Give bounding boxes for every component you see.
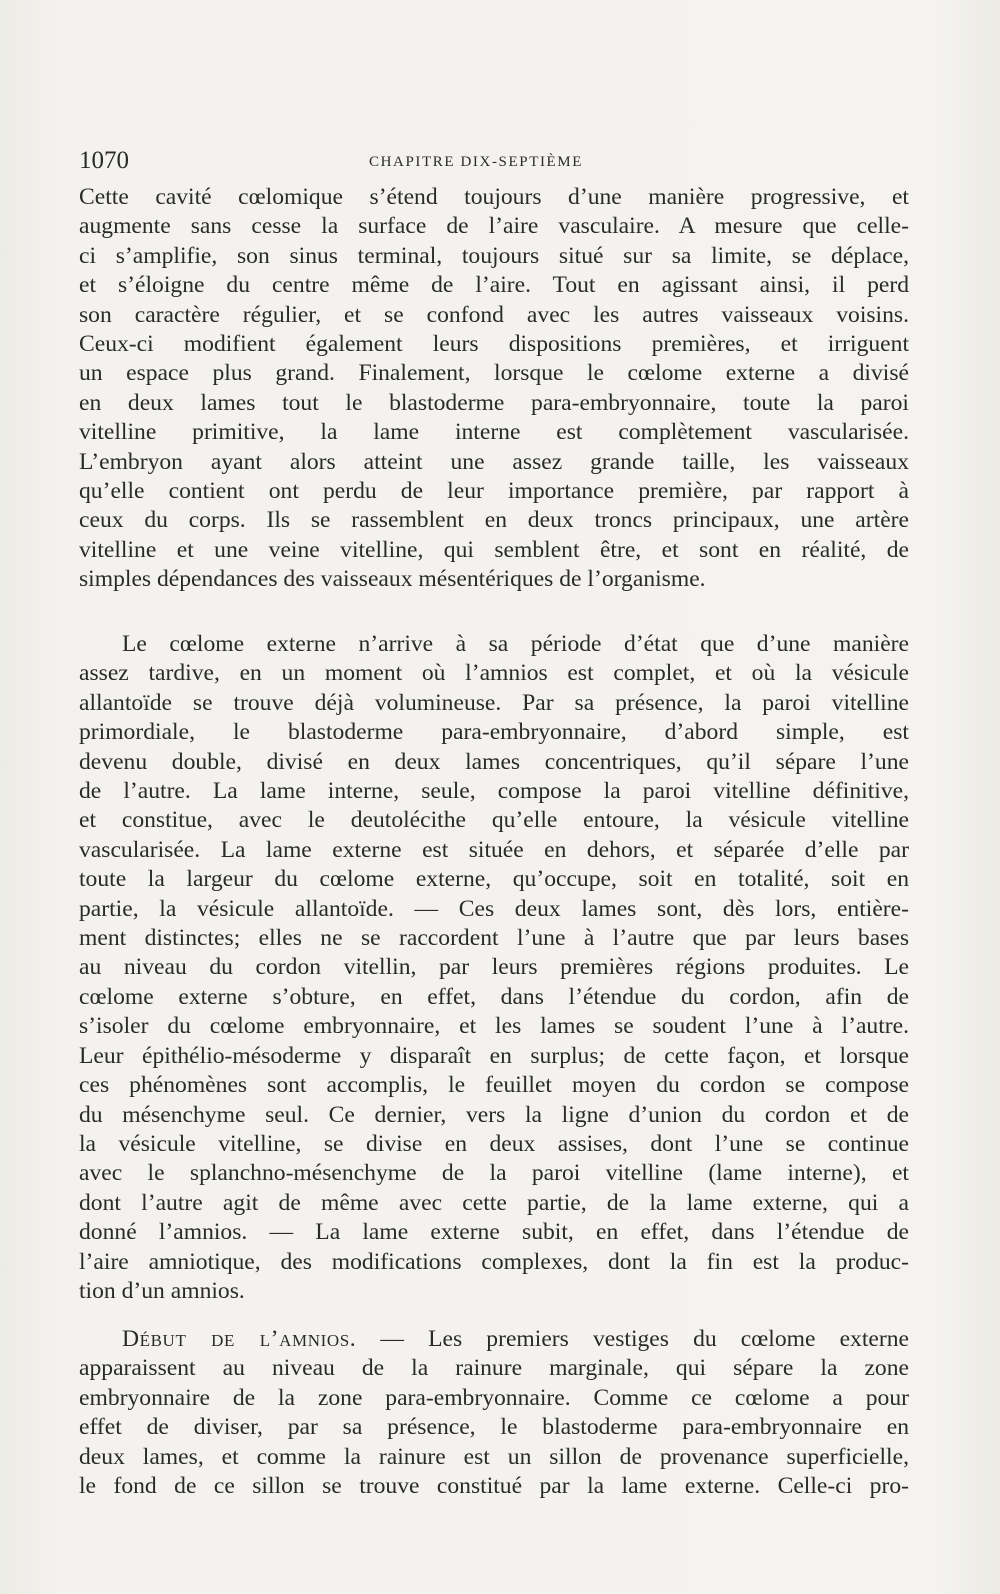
text-line: ci s’amplifie, son sinus terminal, toujours situé sur sa limite, se déplace, — [79, 242, 909, 269]
text-line: qu’elle contient ont perdu de leur importance première, par rapport à — [79, 478, 909, 505]
text-line: primordiale, le blastoderme para-embryonnaire, d’abord simple, est — [79, 719, 909, 746]
text-line: L’embryon ayant alors atteint une assez grande taille, les vaisseaux — [79, 448, 909, 475]
text-line: devenu double, divisé en deux lames concentriques, qu’il sépare l’une — [79, 748, 909, 775]
text-line: Ceux-ci modifient également leurs dispositions premières, et irriguent — [79, 331, 909, 358]
paragraph-1 — [79, 183, 909, 595]
text-line: vitelline primitive, la lame interne est complètement vascularisée. — [79, 419, 909, 446]
text-line: effet de diviser, par sa présence, le blastoderme para-embryonnaire en — [79, 1414, 909, 1441]
text-line: partie, la vésicule allantoïde. — Ces deux lames sont, dès lors, entière- — [79, 895, 909, 922]
text-line: ces phénomènes sont accomplis, le feuillet moyen du cordon se compose — [79, 1072, 909, 1099]
text-line: deux lames, et comme la rainure est un sillon de provenance superficielle, — [79, 1443, 909, 1470]
text-line: s’isoler du cœlome embryonnaire, et les lames se soudent l’une à l’autre. — [79, 1013, 909, 1040]
chapter-title: CHAPITRE DIX-SEPTIÈME — [369, 154, 584, 170]
text-line: le fond de ce sillon se trouve constitué par la lame externe. Celle-ci pro- — [79, 1473, 909, 1500]
text-line — [79, 1325, 909, 1354]
text-line: l’aire amniotique, des modifications complexes, dont la fin est la produc- — [79, 1248, 909, 1275]
text-line: du mésenchyme seul. Ce dernier, vers la ligne d’union du cordon et de — [79, 1101, 909, 1128]
paragraph-3 — [79, 1325, 909, 1501]
text-line: la vésicule vitelline, se divise en deux assises, dont l’une se continue — [79, 1130, 909, 1157]
text-line: en deux lames tout le blastoderme para-embryonnaire, toute la paroi — [79, 389, 909, 416]
text-line: un espace plus grand. Finalement, lorsque le cœlome externe a divisé — [79, 360, 909, 387]
text-line: vitelline et une veine vitelline, qui semblent être, et sont en réalité, de — [79, 536, 909, 563]
text-line: embryonnaire de la zone para-embryonnaire. Comme ce cœlome a pour — [79, 1384, 909, 1411]
text-line: de l’autre. La lame interne, seule, compose la paroi vitelline définitive, — [79, 778, 909, 805]
text-line: simples dépendances des vaisseaux mésentériques de l’organisme. — [79, 566, 706, 593]
running-head — [79, 146, 909, 180]
text-line: dont l’autre agit de même avec cette partie, de la lame externe, qui a — [79, 1189, 909, 1216]
text-line: assez tardive, en un moment où l’amnios est complet, et où la vésicule — [79, 660, 909, 687]
text-line: toute la largeur du cœlome externe, qu’occupe, soit en totalité, soit en — [79, 866, 909, 893]
page-number: 1070 — [79, 147, 129, 174]
text-line: ceux du corps. Ils se rassemblent en deux troncs principaux, une artère — [79, 507, 909, 534]
text-line: Leur épithélio-mésoderme y disparaît en surplus; de cette façon, et lorsque — [79, 1042, 909, 1069]
text-line: et s’éloigne du centre même de l’aire. Tout en agissant ainsi, il perd — [79, 272, 909, 299]
text-line: Le cœlome externe n’arrive à sa période d’état que d’une manière — [122, 631, 909, 657]
text-line: Cette cavité cœlomique s’étend toujours d’une manière progressive, et — [79, 184, 909, 210]
text-line: augmente sans cesse la surface de l’aire vasculaire. A mesure que celle- — [79, 213, 909, 240]
text-line: cœlome externe s’obture, en effet, dans l’étendue du cordon, afin de — [79, 983, 909, 1010]
text-line: tion d’un amnios. — [79, 1277, 245, 1304]
text-line: vascularisée. La lame externe est située en dehors, et séparée d’elle par — [79, 836, 909, 863]
text-line: allantoïde se trouve déjà volumineuse. Par sa présence, la paroi vitelline — [79, 689, 909, 716]
paragraph-2 — [79, 630, 909, 1306]
text-line: ment distinctes; elles ne se raccordent l’une à l’autre que par leurs bases — [79, 925, 909, 952]
text-line: donné l’amnios. — La lame externe subit, en effet, dans l’étendue de — [79, 1219, 909, 1246]
text-line: et constitue, avec le deutolécithe qu’elle entoure, la vésicule vitelline — [79, 807, 909, 834]
text-line: au niveau du cordon vitellin, par leurs premières régions produites. Le — [79, 954, 909, 981]
heading-line-rest: — Les premiers vestiges du cœlome externe — [356, 1326, 909, 1352]
text-line: apparaissent au niveau de la rainure marginale, qui sépare la zone — [79, 1355, 909, 1382]
text-line: son caractère régulier, et se confond avec les autres vaisseaux voisins. — [79, 301, 909, 328]
section-heading: Début de l’amnios. — [122, 1326, 357, 1352]
text-line: avec le splanchno-mésenchyme de la paroi vitelline (lame interne), et — [79, 1160, 909, 1187]
